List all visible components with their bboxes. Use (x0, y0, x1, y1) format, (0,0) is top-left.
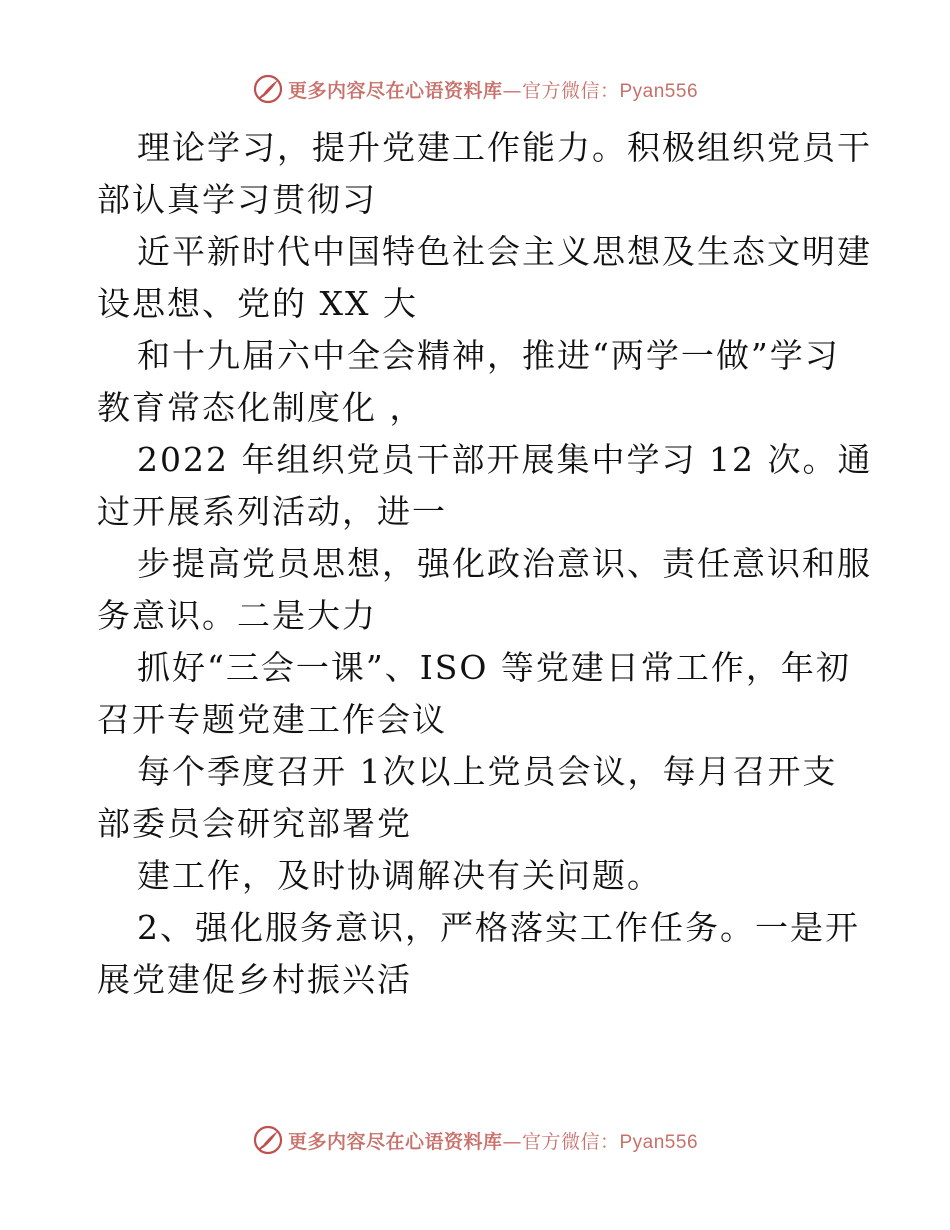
paragraph-line: 建工作，及时协调解决有关问题。 (137, 856, 662, 895)
paragraph-line: 部认真学习贯彻习 (97, 180, 377, 219)
watermark-dash: — (502, 1130, 522, 1153)
quill-logo-icon (252, 73, 284, 105)
paragraph (97, 538, 872, 642)
paragraph-line: 教育常态化制度化 ， (97, 388, 425, 427)
watermark-label: 官方微信： (521, 79, 620, 102)
header-watermark (0, 72, 950, 106)
paragraph (97, 850, 857, 902)
watermark-id: Pyan556 (619, 1131, 699, 1153)
paragraph-line: 近平新时代中国特色社会主义思想及生态文明建 (137, 232, 872, 271)
paragraph-line: 务意识。二是大力 (97, 596, 377, 635)
paragraph-line: 部委员会研究部署党 (97, 804, 412, 843)
paragraph-line: 召开专题党建工作会议 (97, 700, 447, 739)
watermark-site: 更多内容尽在心语资料库 (287, 1130, 503, 1153)
paragraph (97, 642, 857, 746)
paragraph-line: 抓好“三会一课”、ISO 等党建日常工作，年初 (137, 648, 851, 687)
paragraph (97, 902, 860, 1006)
watermark-text (288, 1127, 698, 1154)
paragraph-line: 2、强化服务意识，严格落实工作任务。一是开 (137, 908, 860, 947)
paragraph-line: 过开展系列活动，进一 (97, 492, 447, 531)
paragraph-line: 展党建促乡村振兴活 (97, 960, 412, 999)
paragraph (97, 746, 857, 850)
watermark-text (288, 76, 698, 103)
paragraph-line: 2022 年组织党员干部开展集中学习 12 次。通 (137, 440, 873, 479)
paragraph (97, 434, 873, 538)
footer-watermark (0, 1123, 950, 1157)
paragraph-line: 理论学习，提升党建工作能力。积极组织党员干 (137, 128, 872, 167)
quill-logo-icon (252, 1124, 284, 1156)
paragraph (97, 226, 872, 330)
paragraph-line: 每个季度召开 1次以上党员会议，每月召开支 (137, 752, 838, 791)
paragraph (97, 122, 872, 226)
paragraph-line: 和十九届六中全会精神，推进“两学一做”学习 (137, 336, 840, 375)
watermark-label: 官方微信： (521, 1130, 620, 1153)
paragraph-line: 设思想、党的 XX 大 (97, 284, 418, 323)
watermark-dash: — (502, 79, 522, 102)
watermark-site: 更多内容尽在心语资料库 (287, 79, 503, 102)
watermark-id: Pyan556 (619, 80, 699, 102)
paragraph-line: 步提高党员思想，强化政治意识、责任意识和服 (137, 544, 872, 583)
document-body (97, 122, 873, 1006)
paragraph (97, 330, 857, 434)
